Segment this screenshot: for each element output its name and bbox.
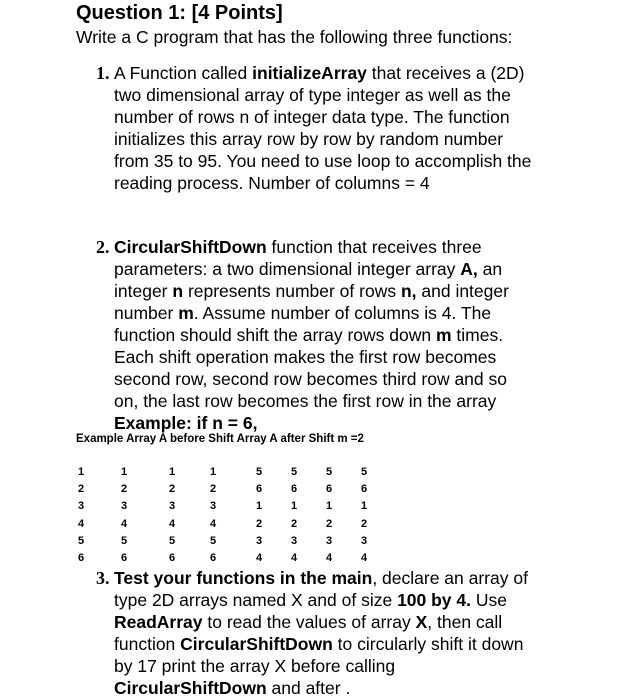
text: an — [477, 259, 503, 279]
after-cell: 3 — [255, 534, 263, 547]
text: and integer — [416, 281, 509, 301]
text: . Assume number of columns is 4. The — [193, 303, 492, 323]
text: number — [114, 303, 179, 323]
before-cell: 5 — [168, 534, 176, 547]
before-cell: 2 — [168, 483, 176, 496]
after-cell: 4 — [360, 552, 368, 564]
after-cell: 3 — [325, 534, 333, 547]
text: times. — [451, 325, 504, 345]
bold-text: 100 by 4. — [397, 590, 472, 610]
bold-text: n — [172, 281, 184, 301]
after-cell: 5 — [290, 466, 298, 478]
text: to read the values of array — [202, 612, 416, 632]
after-cell: 2 — [325, 517, 333, 530]
row-index-cell: 1 — [77, 466, 85, 478]
before-cell: 3 — [168, 500, 176, 513]
item-line — [114, 280, 576, 302]
item-line: by 17 print the array X before calling — [114, 656, 396, 676]
item-body — [114, 236, 576, 434]
item-circular-shift-down — [96, 236, 576, 434]
item-number: 2. — [96, 237, 110, 257]
item-line: from 35 to 95. You need to use loop to accomplish the — [114, 151, 532, 171]
bold-text: A, — [460, 259, 478, 279]
function-name: initializeArray — [252, 63, 367, 83]
before-cell: 6 — [209, 552, 217, 564]
item-line: number of rows n of integer data type. The function — [114, 107, 510, 127]
after-cell: 6 — [360, 483, 368, 496]
before-cell: 6 — [168, 552, 176, 564]
text: Use — [471, 590, 507, 610]
after-cell: 3 — [290, 534, 298, 547]
item-body — [114, 62, 576, 194]
text: , then call — [427, 612, 503, 632]
text: A Function called — [114, 63, 253, 83]
after-cell: 1 — [255, 500, 263, 513]
after-cell: 4 — [255, 552, 263, 564]
before-cell: 1 — [120, 466, 128, 478]
text: type 2D arrays named X and of size — [114, 590, 398, 610]
before-cell: 1 — [168, 466, 176, 478]
function-name: CircularShiftDown — [180, 634, 333, 654]
function-name: CircularShiftDown — [114, 678, 267, 698]
text: integer — [114, 281, 173, 301]
item-line — [114, 258, 576, 280]
before-cell: 3 — [209, 500, 217, 513]
after-cell: 5 — [360, 466, 368, 478]
before-cell: 2 — [120, 483, 128, 496]
before-cell: 2 — [209, 483, 217, 496]
item-initialize-array — [96, 62, 576, 194]
text: to circularly shift it down — [332, 634, 524, 654]
after-cell: 6 — [290, 483, 298, 496]
item-line: second row, second row becomes third row and so — [114, 369, 507, 389]
item-line — [114, 236, 576, 258]
after-cell: 4 — [325, 552, 333, 564]
item-line: initializes this array row by row by random number — [114, 129, 504, 149]
before-cell: 1 — [209, 466, 217, 478]
question-intro: Write a C program that has the following three functions: — [76, 27, 513, 47]
after-cell: 6 — [325, 483, 333, 496]
item-line — [114, 302, 576, 324]
after-cell: 1 — [360, 500, 368, 513]
item-line: reading process. Number of columns = 4 — [114, 173, 430, 193]
item-line — [114, 677, 576, 699]
row-index-cell: 5 — [77, 534, 85, 547]
bold-text: m — [435, 325, 452, 345]
item-line: on, the last row becomes the first row in the array — [114, 391, 497, 411]
text: represents number of rows — [183, 281, 401, 301]
before-cell: 6 — [120, 552, 128, 564]
item-line — [114, 412, 576, 434]
item-line — [114, 62, 576, 84]
before-cell: 4 — [168, 517, 176, 530]
item-number: 3. — [96, 568, 110, 588]
after-cell: 1 — [290, 500, 298, 513]
bold-text: n, — [400, 281, 417, 301]
after-cell: 5 — [255, 466, 263, 478]
after-cell: 4 — [290, 552, 298, 564]
text: parameters: a two dimensional integer array — [114, 259, 461, 279]
row-index-cell: 2 — [77, 483, 85, 496]
example-header: Example Array A before Shift Array A after Shift m =2 — [76, 433, 364, 445]
item-number: 1. — [96, 63, 110, 83]
row-index-cell: 3 — [77, 500, 85, 513]
before-cell: 5 — [120, 534, 128, 547]
item-line — [114, 324, 576, 346]
text: , declare an array of — [372, 568, 528, 588]
after-cell: 3 — [360, 534, 368, 547]
function-name: CircularShiftDown — [114, 237, 267, 257]
bold-text: X — [415, 612, 428, 632]
item-line — [114, 611, 576, 633]
row-index-cell: 6 — [77, 552, 85, 564]
text: that receives a (2D) — [366, 63, 525, 83]
after-cell: 6 — [255, 483, 263, 496]
after-cell: 2 — [255, 517, 263, 530]
before-cell: 4 — [120, 517, 128, 530]
row-index-cell: 4 — [77, 517, 85, 530]
bold-text: m — [178, 303, 194, 323]
text: and after . — [266, 678, 351, 698]
text: function should shift the array rows down — [114, 325, 436, 345]
example-label: Example: if n = 6, — [114, 413, 258, 433]
item-test-main — [96, 567, 576, 699]
before-cell: 3 — [120, 500, 128, 513]
item-line — [114, 567, 576, 589]
before-cell: 5 — [209, 534, 217, 547]
item-line — [114, 633, 576, 655]
item-line — [114, 589, 576, 611]
item-line: Each shift operation makes the first row becomes — [114, 347, 497, 367]
function-name: ReadArray — [114, 612, 203, 632]
after-cell: 2 — [290, 517, 298, 530]
item-body — [114, 567, 576, 699]
after-cell: 2 — [360, 517, 368, 530]
item-line: two dimensional array of type integer as well as the — [114, 85, 511, 105]
after-cell: 1 — [325, 500, 333, 513]
before-cell: 4 — [209, 517, 217, 530]
question-title: Question 1: [4 Points] — [76, 2, 283, 24]
bold-text: Test your functions in the main — [114, 568, 373, 588]
after-cell: 5 — [325, 466, 333, 478]
text: function that receives three — [266, 237, 482, 257]
text: function — [114, 634, 181, 654]
